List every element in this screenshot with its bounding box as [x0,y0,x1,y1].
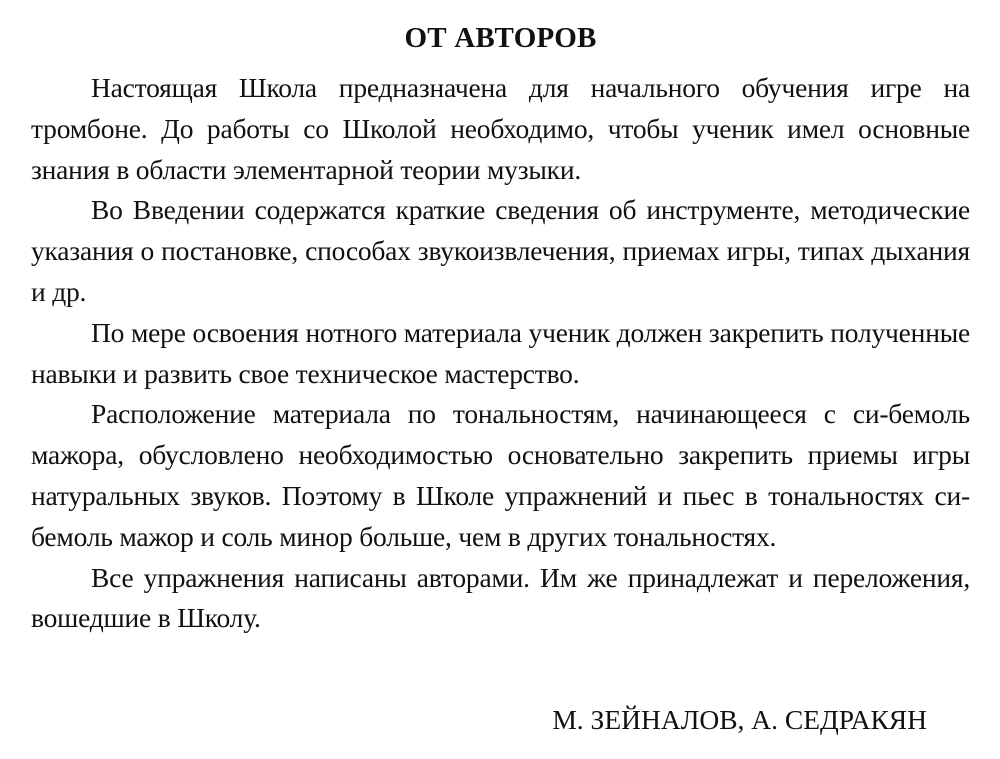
document-title: ОТ АВТОРОВ [404,22,597,54]
paragraph-purpose: Настоящая Школа предназначена для начального обучения игре на тромбоне. До работы со Школой необходимо, чтобы ученик имел основные знания в области элементарной теории музыки. [31,72,970,185]
paragraph-authorship: Все упражнения написаны авторами. Им же принадлежат и переложения, вошедшие в Школу. [31,561,970,634]
paragraph-skills: По мере освоения нотного материала ученик должен закрепить полученные навыки и развить свое техническое мастерство. [31,316,970,389]
authors-signature: М. ЗЕЙНАЛОВ, А. СЕДРАКЯН [552,704,927,735]
paragraph-tonalities: Расположение материала по тональностям, начинающееся с си-бемоль мажора, обусловлено необходимостью основательно закрепить приемы игры натуральных звуков. Поэтому в Школе упражнений и пьес в тональностях си-бемоль мажор и соль минор больше, чем в других тональностях. [31,398,970,552]
paragraph-introduction: Во Введении содержатся краткие сведения об инструменте, методические указания о постановке, способах звукоизвлечения, приемах игры, типах дыхания и др. [31,194,970,307]
